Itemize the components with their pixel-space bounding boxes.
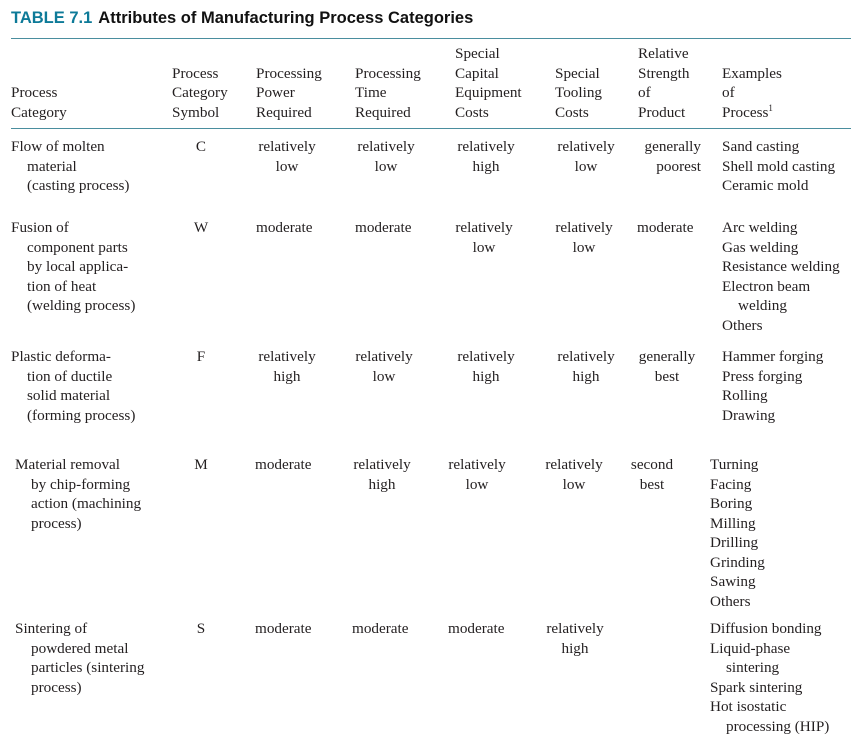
row-sintering-capital: moderate	[448, 620, 505, 637]
row-machining-strength: second best	[630, 456, 674, 493]
row-welding-category: Fusion of component parts by local applica- tion of heat (welding process)	[11, 219, 136, 314]
row-sintering-examples: Diffusion bonding Liquid-phase sintering Spark sintering Hot isostatic processing (HIP)	[710, 620, 830, 735]
row-forming-category: Plastic deforma- tion of ductile solid material (forming process)	[11, 348, 136, 424]
row-machining-symbol: M	[194, 456, 208, 473]
header-process-category: Process Category	[11, 84, 67, 121]
row-machining-time: relatively high	[353, 456, 411, 493]
row-casting-capital: relatively high	[457, 138, 515, 175]
row-welding-capital: relatively low	[455, 219, 513, 256]
row-forming-power: relatively high	[258, 348, 316, 385]
row-forming-strength: generally best	[638, 348, 696, 385]
table-title	[11, 9, 473, 28]
row-casting-tooling: relatively low	[557, 138, 615, 175]
row-machining-power: moderate	[255, 456, 312, 473]
row-sintering-symbol: S	[196, 620, 206, 637]
header-top-rule	[11, 38, 851, 39]
row-welding-examples: Arc welding Gas welding Resistance welding Electron beam welding Others	[722, 219, 840, 334]
row-machining-capital: relatively low	[448, 456, 506, 493]
row-casting-power: relatively low	[258, 138, 316, 175]
row-sintering-category: Sintering of powdered metal particles (sintering process)	[15, 620, 145, 696]
row-machining-category: Material removal by chip-forming action (machining process)	[15, 456, 142, 532]
footnote-marker: 1	[768, 102, 773, 113]
row-forming-time: relatively low	[355, 348, 413, 385]
row-casting-symbol: C	[195, 138, 207, 155]
row-casting-examples: Sand casting Shell mold casting Ceramic mold	[722, 138, 836, 194]
row-welding-power: moderate	[256, 219, 313, 236]
header-time-required: Processing Time Required	[355, 64, 421, 121]
row-welding-tooling: relatively low	[555, 219, 613, 256]
row-sintering-tooling: relatively high	[546, 620, 604, 657]
row-casting-category: Flow of molten material (casting process)	[11, 138, 130, 194]
row-sintering-power: moderate	[255, 620, 312, 637]
row-welding-time: moderate	[355, 219, 412, 236]
header-bottom-rule	[11, 128, 851, 129]
header-examples: Examples of Process$^1$	[722, 64, 782, 121]
row-welding-strength: moderate	[637, 219, 694, 236]
header-power-required: Processing Power Required	[256, 64, 322, 121]
row-machining-tooling: relatively low	[545, 456, 603, 493]
row-casting-strength: generally poorest	[644, 138, 701, 175]
header-relative-strength: Relative Strength of Product	[638, 45, 690, 121]
row-casting-time: relatively low	[357, 138, 415, 175]
row-forming-tooling: relatively high	[557, 348, 615, 385]
table-number: TABLE 7.1	[11, 9, 93, 27]
table-caption: Attributes of Manufacturing Process Categories	[98, 9, 474, 27]
row-sintering-time: moderate	[352, 620, 409, 637]
header-capital-costs: Special Capital Equipment Costs	[455, 45, 522, 121]
header-tooling-costs: Special Tooling Costs	[555, 64, 603, 121]
row-machining-examples: Turning Facing Boring Milling Drilling Grinding Sawing Others	[710, 456, 765, 610]
row-forming-examples: Hammer forging Press forging Rolling Drawing	[722, 348, 824, 424]
header-category-symbol: Process Category Symbol	[172, 64, 228, 121]
row-welding-symbol: W	[193, 219, 209, 236]
row-forming-symbol: F	[196, 348, 206, 365]
row-forming-capital: relatively high	[457, 348, 515, 385]
